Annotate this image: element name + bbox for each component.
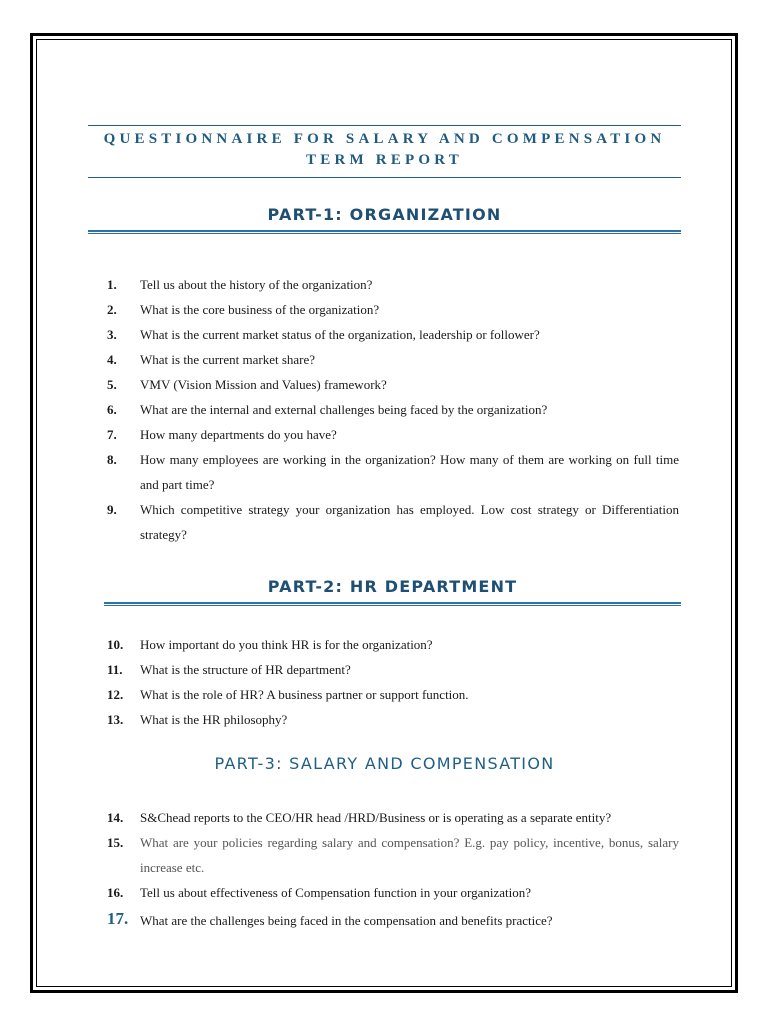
question-number: 13. (107, 712, 124, 727)
question-10 (107, 632, 679, 657)
question-12 (107, 682, 679, 707)
question-13 (107, 707, 679, 732)
question-number: 8. (107, 452, 117, 467)
question-number: 9. (107, 502, 117, 517)
question-text: What is the core business of the organization? (140, 302, 380, 317)
part-1-heading-block (88, 205, 681, 224)
question-text: What are the internal and external challenges being faced by the organization? (140, 402, 548, 417)
question-text: What is the current market status of the organization, leadership or follower? (140, 327, 540, 342)
question-text: VMV (Vision Mission and Values) framework? (140, 377, 387, 392)
question-6 (107, 397, 679, 422)
question-4 (107, 347, 679, 372)
question-number: 15. (107, 835, 124, 850)
question-text: S&Chead reports to the CEO/HR head /HRD/Business or is operating as a separate entity? (140, 810, 612, 825)
title-line-1: QUESTIONNAIRE FOR SALARY AND COMPENSATION (103, 131, 666, 147)
question-text: What are your policies regarding salary and compensation? E.g. pay policy, incentive, bonus, salary increase etc. (140, 835, 679, 875)
part-3-heading: PART-3: SALARY AND COMPENSATION (214, 754, 555, 773)
document-title (88, 125, 681, 178)
part-2-divider (104, 602, 681, 606)
question-number: 7. (107, 427, 117, 442)
question-14 (107, 805, 679, 830)
question-text: What is the current market share? (140, 352, 316, 367)
question-text: Tell us about the history of the organization? (140, 277, 373, 292)
question-1 (107, 272, 679, 297)
question-8 (107, 447, 679, 497)
question-text: How important do you think HR is for the organization? (140, 637, 433, 652)
question-11 (107, 657, 679, 682)
question-number: 11. (107, 662, 123, 677)
question-16 (107, 880, 679, 905)
question-number: 3. (107, 327, 117, 342)
question-text: Tell us about effectiveness of Compensation function in your organization? (140, 885, 532, 900)
question-text: What is the role of HR? A business partner or support function. (140, 687, 469, 702)
question-2 (107, 297, 679, 322)
part-1-divider (88, 230, 681, 234)
question-number: 16. (107, 885, 124, 900)
part-2-heading: PART-2: HR DEPARTMENT (267, 577, 518, 596)
question-15 (107, 830, 679, 880)
question-7 (107, 422, 679, 447)
question-9 (107, 497, 679, 547)
question-number: 6. (107, 402, 117, 417)
question-number: 5. (107, 377, 117, 392)
question-5 (107, 372, 679, 397)
question-number: 12. (107, 687, 124, 702)
question-number: 10. (107, 637, 124, 652)
question-text: Which competitive strategy your organization has employed. Low cost strategy or Differentiation strategy? (140, 502, 679, 542)
title-line-2: TERM REPORT (306, 152, 463, 168)
question-number: 17. (107, 909, 129, 928)
question-number: 1. (107, 277, 117, 292)
question-text: What is the HR philosophy? (140, 712, 288, 727)
question-number: 4. (107, 352, 117, 367)
question-text: How many departments do you have? (140, 427, 337, 442)
question-text: What is the structure of HR department? (140, 662, 351, 677)
question-number: 14. (107, 810, 124, 825)
part-1-heading: PART-1: ORGANIZATION (267, 205, 502, 224)
question-number: 2. (107, 302, 117, 317)
question-3 (107, 322, 679, 347)
part-2-heading-block (104, 577, 681, 596)
question-17 (107, 908, 679, 933)
part-3-heading-block (88, 754, 681, 773)
question-text: What are the challenges being faced in the compensation and benefits practice? (140, 913, 553, 928)
question-text: How many employees are working in the organization? How many of them are working on full time and part time? (140, 452, 679, 492)
